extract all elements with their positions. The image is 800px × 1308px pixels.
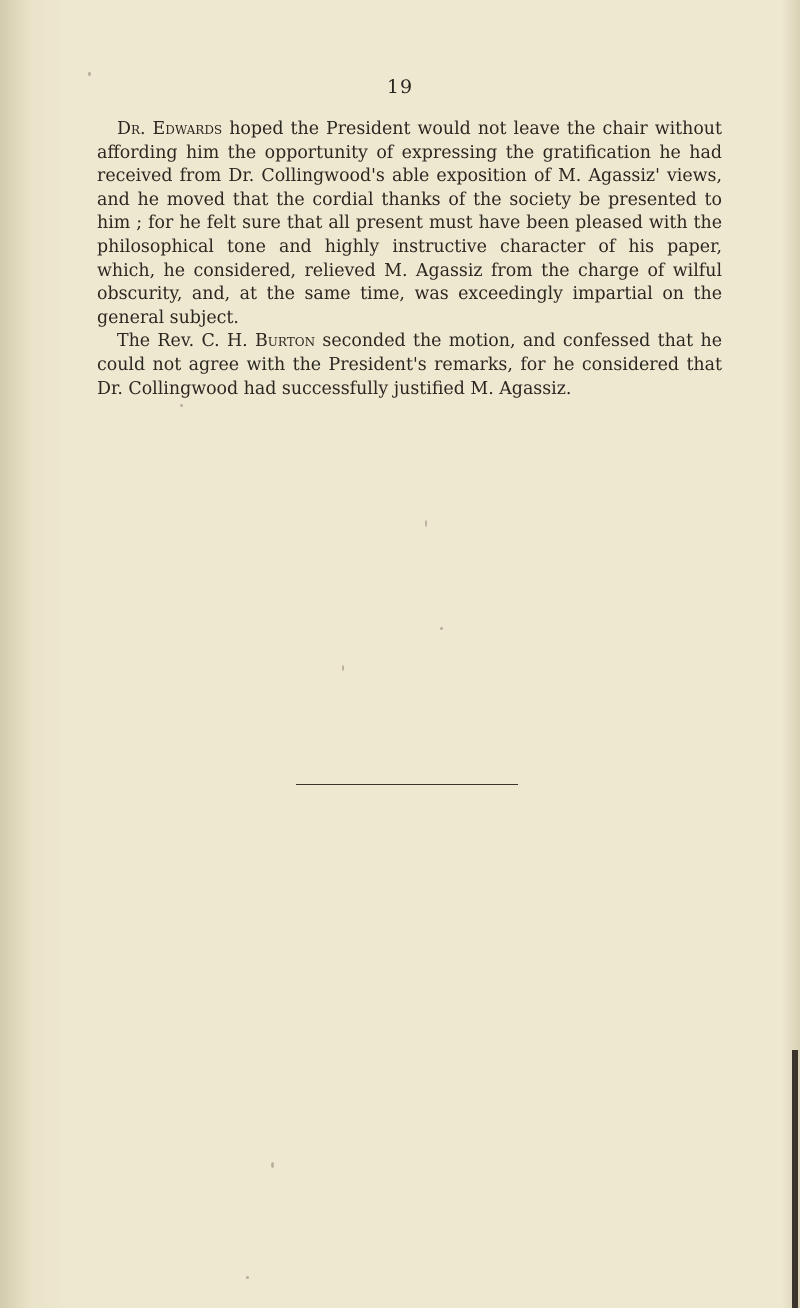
- body-text: [97, 118, 722, 401]
- paragraph-burton: [97, 330, 722, 401]
- paper-speck: [425, 520, 427, 527]
- paper-speck: [342, 665, 344, 671]
- speaker-name: Dr. Edwards: [117, 119, 223, 139]
- paper-speck: [180, 404, 183, 407]
- paper-speck: [88, 72, 91, 76]
- paragraph-text: hoped the President would not leave the chair without affording him the opportunity of expressing the gratification he had received from Dr. Collingwood's able exposition of M. Agassiz' views, and he moved that the cordial thanks of the society be presented to him ; for he felt sure that all present must have been pleased with the philosophical tone and highly instructive character of his paper, which, he considered, relieved M. Agassiz from the charge of wilful obscurity, and, at the same time, was exceedingly impartial on the general subject.: [97, 119, 722, 328]
- paper-speck: [440, 627, 443, 630]
- paper-speck: [271, 1162, 274, 1168]
- page-edge-shadow: [792, 1050, 798, 1308]
- speaker-prefix: The Rev. C. H.: [117, 331, 256, 352]
- speaker-name: Burton: [255, 331, 316, 352]
- paragraph-edwards: [97, 118, 722, 330]
- paper-speck: [246, 1276, 249, 1279]
- section-rule: [296, 784, 518, 785]
- page-number: 19: [386, 76, 414, 98]
- paragraph-text: seconded the motion, and confessed that he could not agree with the President's remarks, for he considered that Dr. Collingwood had successfully justified M. Agassiz.: [97, 331, 722, 399]
